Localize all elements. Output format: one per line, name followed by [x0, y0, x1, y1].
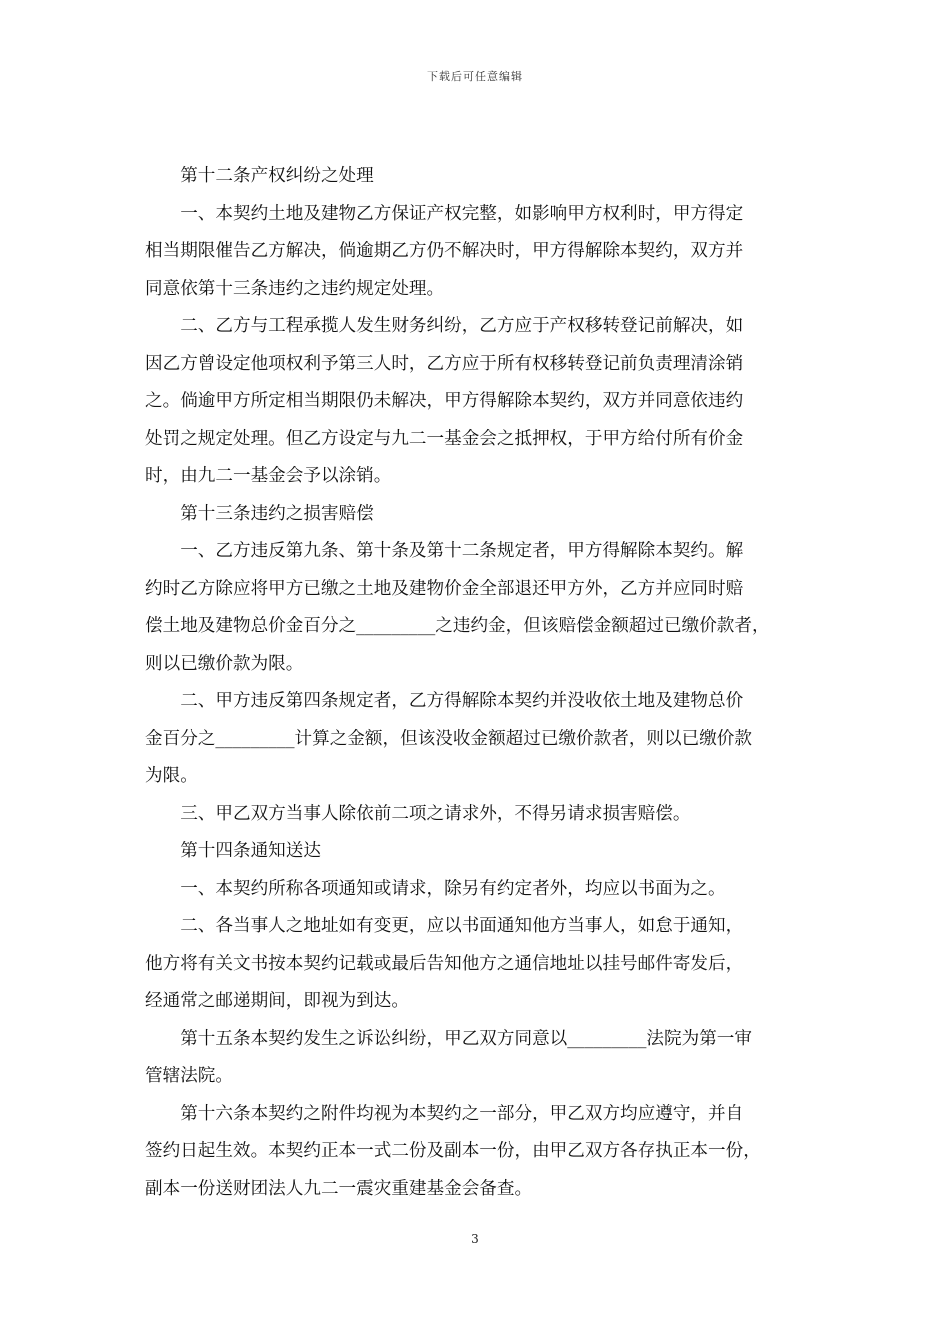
article-15 — [145, 1021, 807, 1096]
text-line: 第十六条本契约之附件均视为本契约之一部分，甲乙双方均应遵守，并自 — [180, 1103, 744, 1124]
article-12-clause-2 — [145, 308, 807, 496]
text-line: 二、各当事人之地址如有变更，应以书面通知他方当事人，如怠于通知， — [180, 916, 744, 936]
article-14-heading — [145, 833, 807, 871]
article-14-clause-1 — [145, 871, 807, 909]
text-line: 二、乙方与工程承揽人发生财务纠纷，乙方应于产权移转登记前解决，如 — [180, 316, 744, 336]
text-line: 一、本契约土地及建物乙方保证产权完整，如影响甲方权利时，甲方得定 — [180, 203, 744, 224]
document-body — [145, 158, 807, 1208]
text-line: 第十三条违约之损害赔偿 — [180, 503, 374, 524]
text-line: 则以已缴价款为限。 — [145, 653, 304, 674]
text-line: 约时乙方除应将甲方已缴之土地及建物价金全部退还甲方外，乙方并应同时赔 — [145, 578, 744, 599]
article-13-clause-3 — [145, 796, 807, 834]
article-13-heading — [145, 496, 807, 534]
text-line: 副本一份送财团法人九二一震灾重建基金会备查。 — [145, 1178, 533, 1199]
text-line: 之。倘逾甲方所定相当期限仍未解决，甲方得解除本契约，双方并同意依违约 — [145, 391, 744, 411]
text-line: 时，由九二一基金会予以涂销。 — [145, 466, 392, 486]
article-12-clause-1 — [145, 196, 807, 309]
text-line: 签约日起生效。本契约正本一式二份及副本一份，由甲乙双方各存执正本一份， — [145, 1141, 761, 1161]
page-header-note: 下载后可任意编辑 — [427, 70, 523, 83]
article-14-clause-2 — [145, 908, 807, 1021]
article-13-clause-2 — [145, 683, 807, 796]
text-line: 因乙方曾设定他项权利予第三人时，乙方应于所有权移转登记前负责理清涂销 — [145, 353, 744, 374]
text-line: 金百分之_________计算之金额，但该没收金额超过已缴价款者，则以已缴价款 — [145, 728, 752, 749]
text-line: 偿土地及建物总价金百分之_________之违约金，但该赔偿金额超过已缴价款者， — [145, 616, 770, 636]
text-line: 为限。 — [145, 766, 198, 786]
text-line: 第十二条产权纠纷之处理 — [180, 166, 374, 186]
article-16 — [145, 1096, 807, 1209]
text-line: 第十四条通知送达 — [180, 841, 321, 861]
text-line: 经通常之邮递期间，即视为到达。 — [145, 991, 409, 1011]
text-line: 一、本契约所称各项通知或请求，除另有约定者外，均应以书面为之。 — [180, 878, 726, 899]
text-line: 他方将有关文书按本契约记载或最后告知他方之通信地址以挂号邮件寄发后， — [145, 953, 744, 974]
text-line: 一、乙方违反第九条、第十条及第十二条规定者，甲方得解除本契约。解 — [180, 541, 744, 561]
text-line: 处罚之规定处理。但乙方设定与九二一基金会之抵押权，于甲方给付所有价金 — [145, 428, 744, 449]
text-line: 相当期限催告乙方解决，倘逾期乙方仍不解决时，甲方得解除本契约，双方并 — [145, 241, 744, 261]
text-line: 二、甲方违反第四条规定者，乙方得解除本契约并没收依土地及建物总价 — [180, 691, 744, 711]
article-13-clause-1 — [145, 533, 807, 683]
text-line: 第十五条本契约发生之诉讼纠纷，甲乙双方同意以_________法院为第一审 — [180, 1028, 752, 1049]
text-line: 同意依第十三条违约之违约规定处理。 — [145, 278, 445, 299]
article-12-heading — [145, 158, 807, 196]
page-number: 3 — [471, 1232, 479, 1246]
text-line: 管辖法院。 — [145, 1066, 233, 1086]
text-line: 三、甲乙双方当事人除依前二项之请求外，不得另请求损害赔偿。 — [180, 803, 691, 824]
